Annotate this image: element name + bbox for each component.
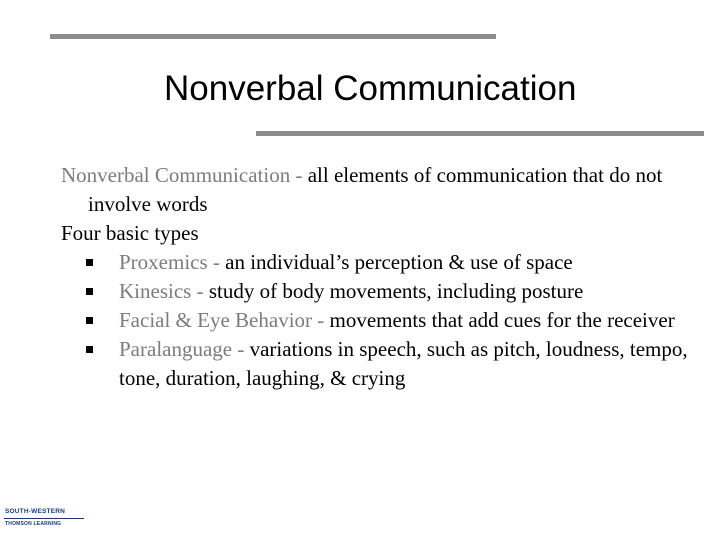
square-bullet-icon <box>86 317 93 324</box>
type-description: study of body movements, including posture <box>203 279 584 303</box>
type-term: Kinesics - <box>119 279 204 303</box>
square-bullet-icon <box>86 288 93 295</box>
slide-title: Nonverbal Communication <box>164 69 577 108</box>
definition-paragraph <box>61 161 711 219</box>
logo-divider <box>4 518 84 519</box>
logo-wordmark: SOUTH-WESTERN <box>5 508 66 515</box>
top-decorative-rule <box>50 34 496 39</box>
south-western-logo <box>2 506 86 534</box>
type-term: Facial & Eye Behavior - <box>119 308 325 332</box>
type-description: an individual’s perception & use of space <box>219 250 573 274</box>
square-bullet-icon <box>86 346 93 353</box>
types-list <box>61 248 711 393</box>
square-bullet-icon <box>86 259 93 266</box>
slide-body <box>61 161 711 393</box>
list-item-facial-eye-behavior <box>61 306 711 335</box>
type-term: Proxemics - <box>119 250 220 274</box>
type-description: variations in speech, such as pitch, loudness, tempo, tone, duration, laughing, & crying <box>119 337 688 390</box>
type-term: Paralanguage - <box>119 337 245 361</box>
definition-term: Nonverbal Communication - <box>61 163 303 187</box>
type-description: movements that add cues for the receiver <box>324 308 675 332</box>
types-intro: Four basic types <box>61 221 199 245</box>
logo-subtitle: THOMSON LEARNING <box>5 521 62 527</box>
definition-text: all elements of communication that do not involve words <box>88 163 663 216</box>
list-item-proxemics <box>61 248 711 277</box>
list-item-kinesics <box>61 277 711 306</box>
title-underline-rule <box>256 131 704 136</box>
list-item-paralanguage <box>61 335 711 393</box>
